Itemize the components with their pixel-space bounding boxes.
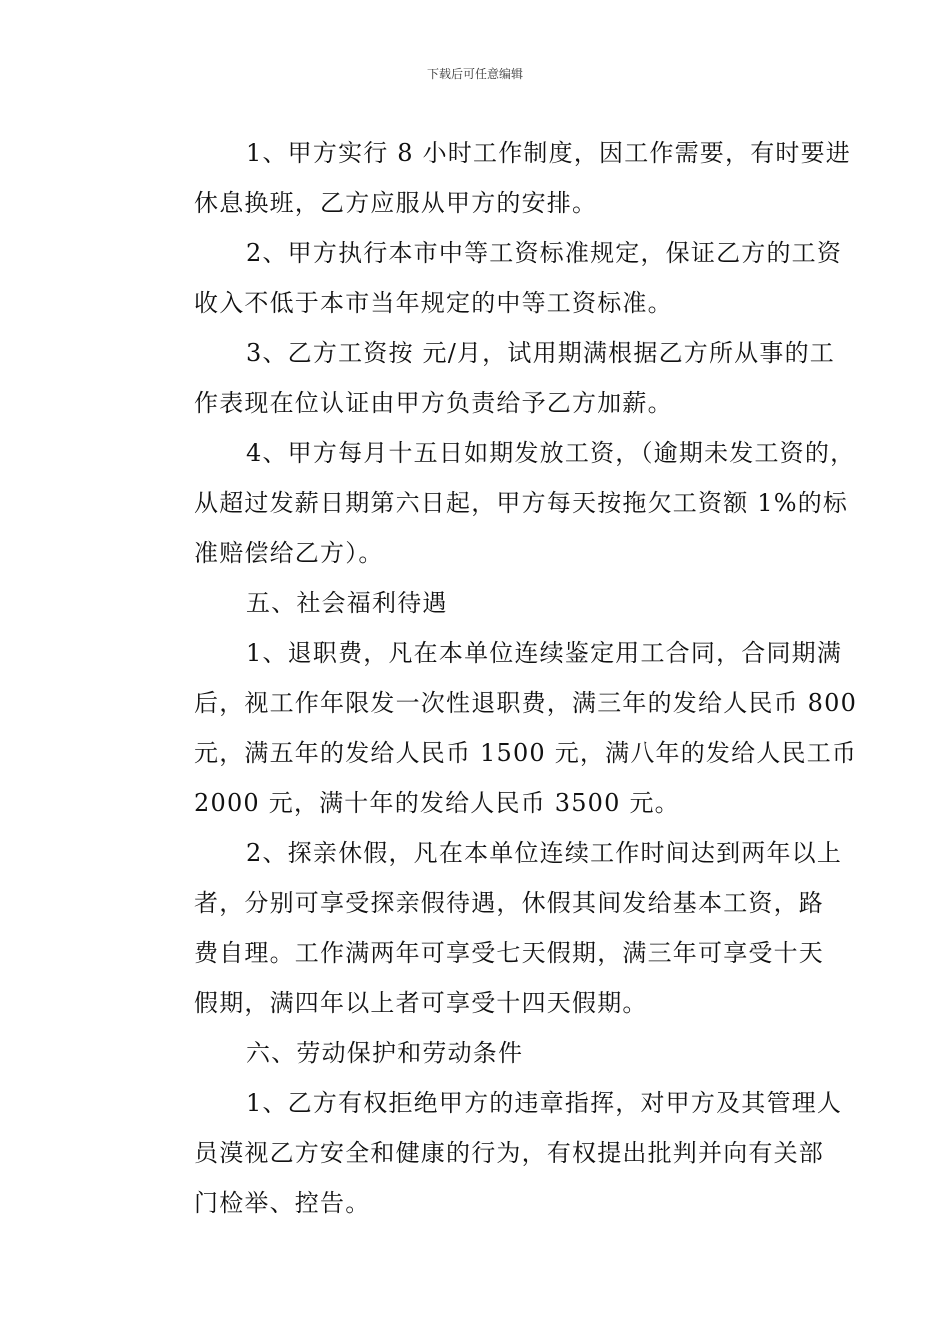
text-line: 后，视工作年限发一次性退职费，满三年的发给人民币 800 [194, 689, 858, 717]
text-line: 2000 元，满十年的发给人民币 3500 元。 [194, 789, 680, 817]
paragraph-severance [144, 628, 858, 828]
text-line: 假期，满四年以上者可享受十四天假期。 [194, 989, 648, 1017]
text-line: 收入不低于本市当年规定的中等工资标准。 [194, 289, 673, 317]
text-line: 者，分别可享受探亲假待遇，休假其间发给基本工资，路 [194, 889, 824, 917]
text-line: 3、乙方工资按 元/月，试用期满根据乙方所从事的工 [246, 339, 835, 367]
paragraph-wage-standard [144, 228, 843, 328]
document-body [144, 128, 858, 1228]
section-heading: 五、社会福利待遇 [246, 589, 448, 617]
paragraph-family-leave [144, 828, 843, 1028]
text-line: 费自理。工作满两年可享受七天假期，满三年可享受十天 [194, 939, 824, 967]
section-heading-labor-protection [144, 1028, 810, 1078]
text-line: 准赔偿给乙方）。 [194, 539, 384, 567]
text-line: 2、甲方执行本市中等工资标准规定，保证乙方的工资 [246, 239, 843, 267]
paragraph-wage-payment [144, 428, 856, 578]
text-line: 从超过发薪日期第六日起，甲方每天按拖欠工资额 1%的标 [194, 489, 849, 517]
text-line: 元，满五年的发给人民币 1500 元，满八年的发给人民工币 [194, 739, 858, 767]
text-line: 休息换班，乙方应服从甲方的安排。 [194, 189, 598, 217]
text-line: 员漠视乙方安全和健康的行为，有权提出批判并向有关部 [194, 1139, 824, 1167]
text-line: 4、甲方每月十五日如期发放工资，（逾期未发工资的， [246, 439, 856, 467]
text-line: 作表现在位认证由甲方负责给予乙方加薪。 [194, 389, 673, 417]
text-line: 1、乙方有权拒绝甲方的违章指挥，对甲方及其管理人 [246, 1089, 843, 1117]
text-line: 1、甲方实行 8 小时工作制度，因工作需要，有时要进 [246, 139, 851, 167]
text-line: 1、退职费，凡在本单位连续鉴定用工合同，合同期满 [246, 639, 843, 667]
paragraph-wage-hours [144, 128, 851, 228]
text-line: 门检举、控告。 [194, 1189, 371, 1217]
section-heading-welfare [144, 578, 810, 628]
header-note: 下载后可任意编辑 [426, 67, 523, 81]
paragraph-wage-amount [144, 328, 835, 428]
paragraph-safety-rights [144, 1078, 843, 1228]
section-heading: 六、劳动保护和劳动条件 [246, 1039, 524, 1067]
text-line: 2、探亲休假，凡在本单位连续工作时间达到两年以上 [246, 839, 843, 867]
